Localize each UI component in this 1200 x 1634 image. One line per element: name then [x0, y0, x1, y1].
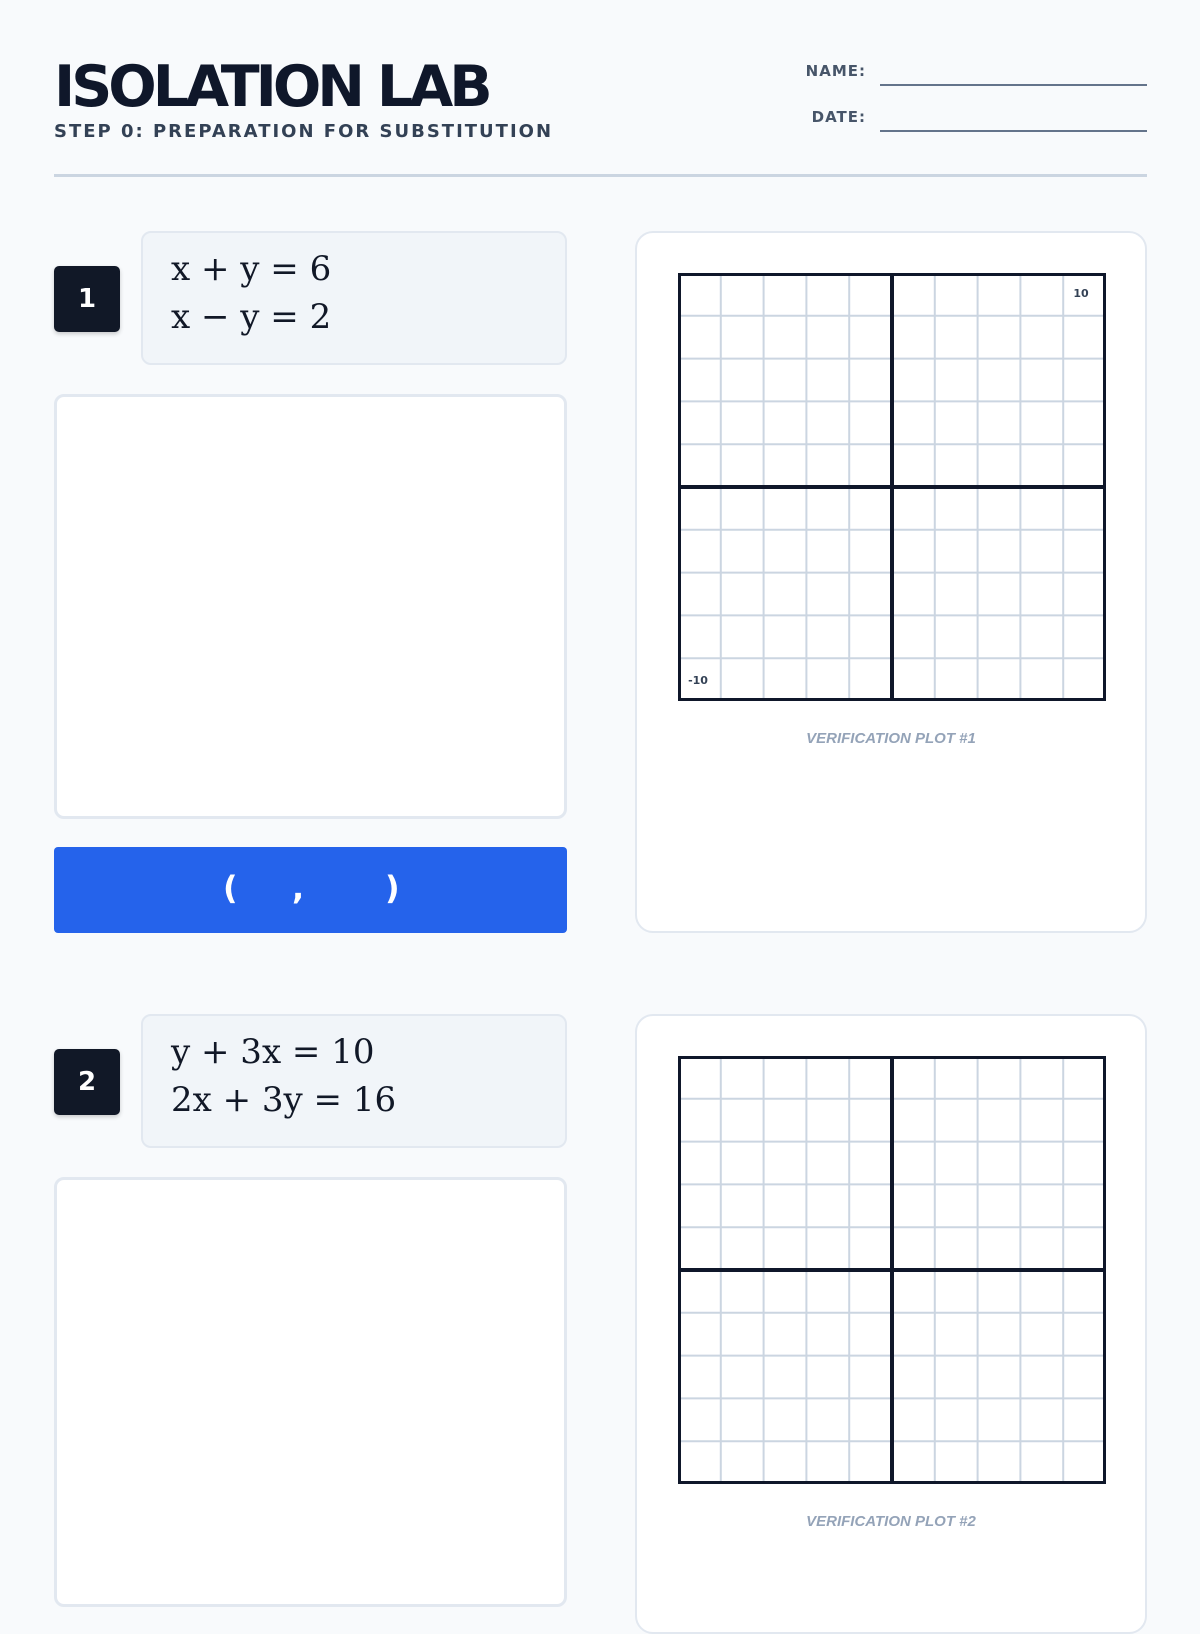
- name-field[interactable]: [880, 84, 1147, 86]
- answer-open-paren: (: [223, 869, 238, 907]
- answer-bar[interactable]: [54, 847, 567, 933]
- plot-caption: VERIFICATION PLOT #1: [806, 730, 976, 747]
- problem-number-badge: 1: [54, 266, 120, 332]
- equation-line: x − y = 2: [171, 297, 332, 337]
- answer-comma: ,: [292, 869, 305, 907]
- equation-system-box: [141, 1014, 567, 1148]
- verification-plot-card: [635, 1014, 1147, 1634]
- coordinate-grid[interactable]: [678, 273, 1106, 701]
- verification-plot-card: [635, 231, 1147, 933]
- coordinate-grid[interactable]: [678, 1056, 1106, 1484]
- axis-max-label: 10: [1073, 287, 1089, 300]
- plot-caption: VERIFICATION PLOT #2: [806, 1513, 976, 1530]
- equation-line: x + y = 6: [171, 249, 332, 289]
- header-divider: [54, 174, 1147, 177]
- name-label: NAME:: [805, 62, 866, 80]
- date-label: DATE:: [811, 108, 866, 126]
- equation-line: 2x + 3y = 16: [171, 1080, 397, 1120]
- page-title: ISOLATION LAB: [54, 54, 489, 120]
- answer-close-paren: ): [385, 869, 400, 907]
- work-area[interactable]: [54, 1177, 567, 1607]
- work-area[interactable]: [54, 394, 567, 819]
- page-subtitle: STEP 0: PREPARATION FOR SUBSTITUTION: [54, 121, 554, 142]
- axis-min-label: -10: [688, 674, 708, 687]
- equation-line: y + 3x = 10: [171, 1032, 375, 1072]
- date-field[interactable]: [880, 130, 1147, 132]
- equation-system-box: [141, 231, 567, 365]
- problem-number-badge: 2: [54, 1049, 120, 1115]
